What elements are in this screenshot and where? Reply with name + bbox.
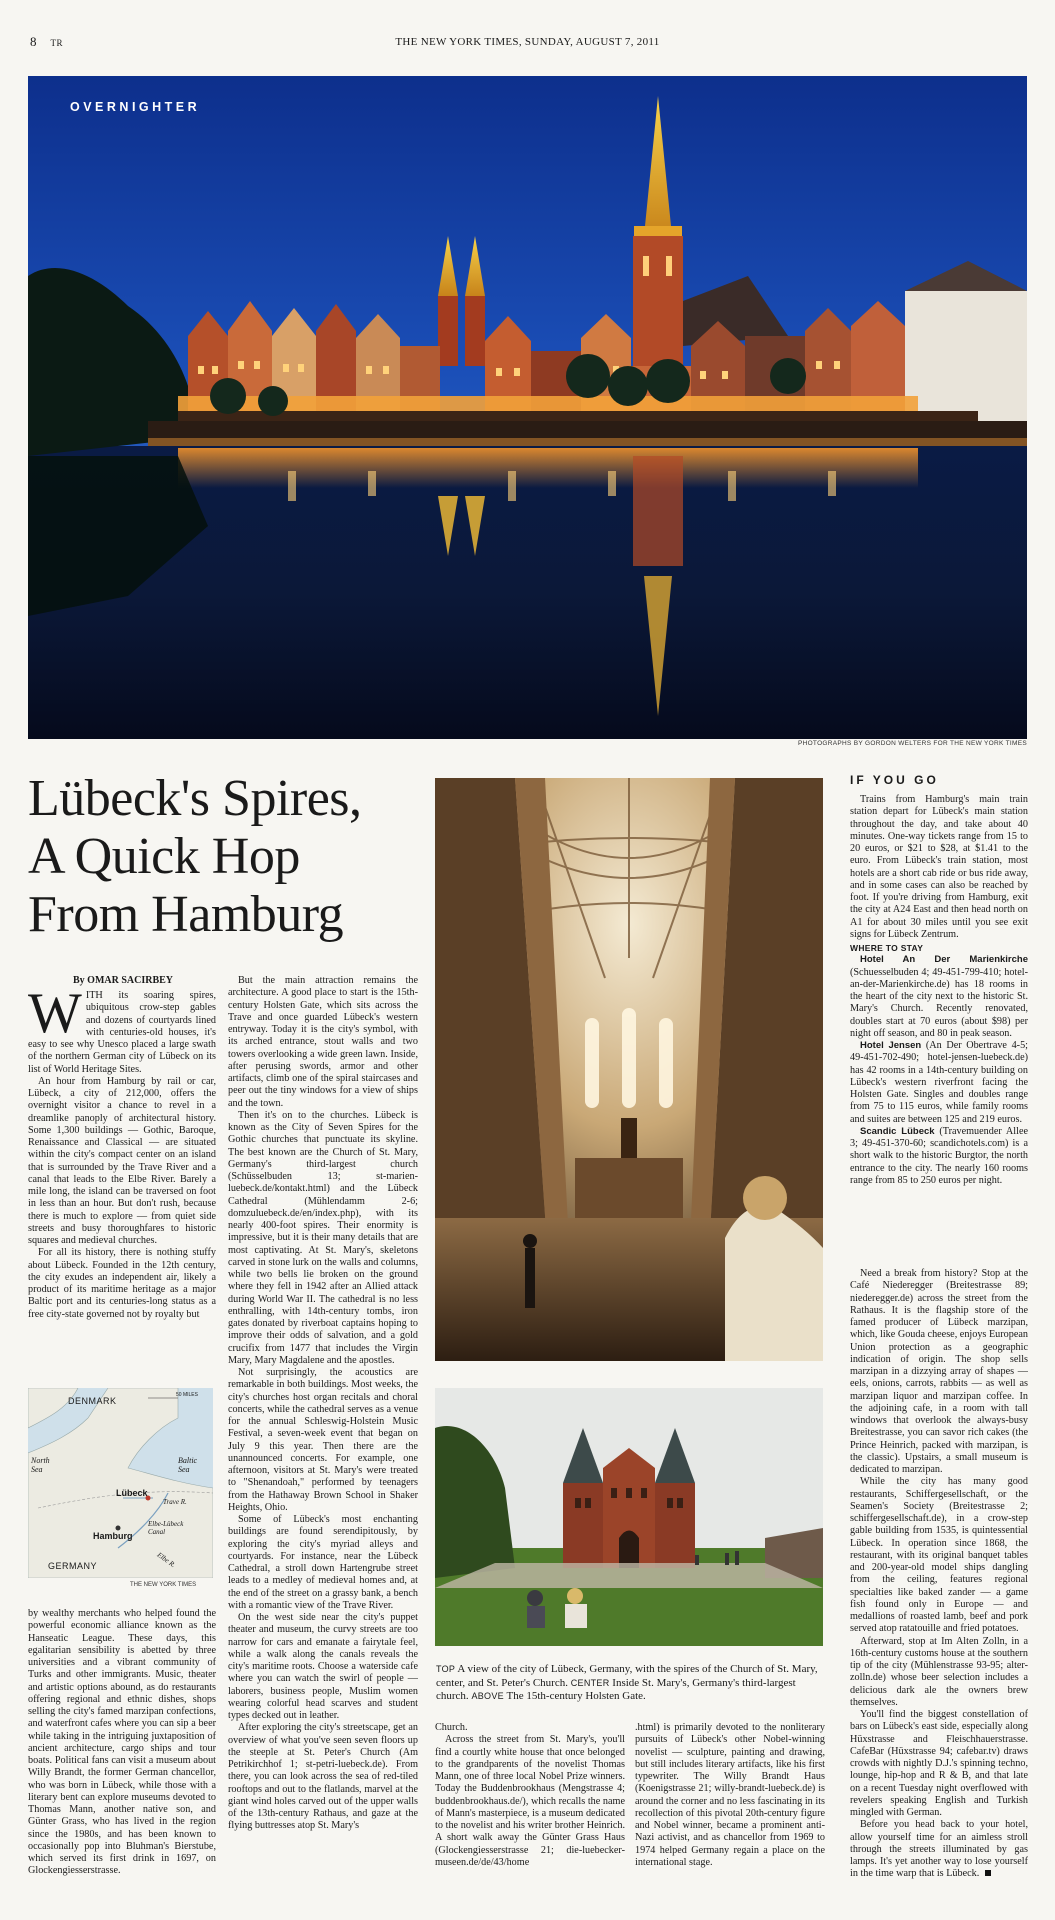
paragraph: Across the street from St. Mary's, you'll find a courtly white house that once belonged to the grandparents of the novelist Thomas Mann, one of three local Nobel Prize winners. Today the Buddenbrookhaus (Mengstrasse 4; buddenbrookhaus.de/), which recalls the name of Mann's masterpiece, is a museum dedicated to the novelist and his writer brother Heinrich. A short walk away the Günter Grass Haus (Glockengiesserstrasse 21; die-luebecker-museen.de/de/43/home [435,1734,625,1868]
lead-paragraph: WITH its soaring spires, ubiquitous crow-step gables and dozens of courtyards lined with centuries-old houses, it's easy to see why Unesco placed a large swath of the northern German city of Lübeck on its list of World Heritage Sites. [28,990,216,1075]
photo-holsten-gate [435,1388,823,1646]
headline-line-1: Lübeck's Spires, [28,770,362,827]
map-credit: THE NEW YORK TIMES [130,1582,197,1588]
headline [28,770,428,944]
map-label-denmark: DENMARK [68,1396,117,1406]
paragraph: For all its history, there is nothing stuffy about Lübeck. Founded in the 12th century, the city exudes an independent air, likely a product of its maritime heritage as a major Baltic port and its centuries-long status as a free city-state governed not by royalty but [28,1247,216,1320]
paragraph: You'll find the biggest constellation of bars on Lübeck's east side, especially along Hüxstrasse and Fleischhauerstrasse. CafeBar (Hüxstrasse 94; cafebar.tv) draws crowds with nightly D.J.'s spinning techno, lounge, hip-hop and R & B, and that late on a recent Tuesday night overflowed with revelers speaking English and Turkish mingled with German. [850,1709,1028,1818]
map-label-lubeck: Lübeck [116,1488,148,1498]
headline-line-2: A Quick Hop [28,828,300,885]
article-column-3 [435,1722,625,1914]
paragraph: After exploring the city's streetscape, get an overview of what you've seen seven floors up the steeple at St. Peter's Church (Am Petrikirchhof 1; st-petri-luebeck.de). From there, you can look across the sea of red-tiled rooftops and out to the flatlands, marvel at the giant wind holes carved out of the upper walls of the 13th-century Rathaus, and gaze at the flying buttresses atop St. Mary's [228,1722,418,1832]
map-label-baltic-sea: Baltic Sea [178,1456,198,1474]
page-number: 8 [30,34,37,49]
map-label-germany: GERMANY [48,1561,98,1571]
hotel-name: Hotel Jensen [860,1040,922,1051]
paragraph: .html) is primarily devoted to the nonliterary pursuits of Lübeck's other Nobel-winning novelist — sculpture, painting and drawing, but still includes literary artifacts, like his first typewriter. The Willy Brandt Haus (Koenigstrasse 21; willy-brandt-luebeck.de) is around the corner and no less fascinating in its recollection of this pivotal 20th-century figure and Nobel winner, became a prominent anti-Nazi activist, and as chancellor from 1969 to 1974 helped Germany regain a place on the international stage. [635,1722,825,1868]
map-label-north-sea: North Sea [31,1456,50,1474]
paragraph: Church. [435,1722,468,1733]
sidebar-heading-where-to-stay: WHERE TO STAY [850,943,924,953]
map-scale: 50 MILES [176,1392,198,1398]
paragraph: While the city has many good restaurants, Schiffergesellschaft, or the Seamen's Society (Breitestrasse 2; schiffergesellschaft.de), in a crow-step gable building from 1535, is quintessential Lübeck. In operation since 1868, the restaurant, with its original banquet tables and 200-year-old model ships dangling from the ceiling, features regional specialties like baked zander — a game fish found only in Europe — and medallions of roasted lamb, beef and pork served atop ratatouille and fried potatoes. [850,1476,1028,1635]
paragraph: An hour from Hamburg by rail or car, Lübeck, a city of 212,000, offers the overnight visitor a chance to revel in a dreamlike panoply of architectural history. Some 1,300 buildings — Gothic, Baroque, Renaissance and Classical — are situated within the city's compact center on an island that is surrounded by the Trave River and a canal that leads to the Elbe River. Barely a mile long, the island can be traversed on foot in less than an hour. But don't rush, because there is much to explore — from quiet side streets and busy thoroughfares to historic squares and medieval churches. [28,1075,216,1246]
photo-caption: TOP A view of the city of Lübeck, Germany, with the spires of the Church of St. Mary, center, and St. Peter's Church. CENTER Inside St. Mary's, Germany's third-largest church. ABOVE The 15th-century Holsten Gate. [436,1663,818,1702]
sidebar-if-you-go [850,794,1028,1234]
article-column-2 [228,975,418,1915]
section-kicker: OVERNIGHTER [70,100,201,114]
caption-tag-top: TOP [436,1664,456,1674]
caption-tag-center: CENTER [570,1677,610,1688]
paragraph: But the main attraction remains the architecture. A good place to start is the 15th-century Holsten Gate, which sits across the Trave and once guarded Lübeck's western entryway. Today it is the city's symbol, with its arched entrance, stout walls and two towers overlooking a wide green lawn. Inside, after perusing swords, armor and other artifacts, climb one of the spiral staircases and peer out the tiny windows for a view of ships and the town. [228,975,418,1109]
hotel-entry: Hotel An Der Marienkirche (Schuesselbuden 4; 49-451-799-410; hotel-an-der-Marienkirche.de) has 18 rooms in the heart of the city next to the historic St. Mary's Church. Recently renovated, doubles start at 70 euros (about $98) per night off season, and 80 in peak season. [850,954,1028,1039]
article-column-4 [635,1722,825,1914]
hotel-entry: Hotel Jensen (An Der Obertrave 4-5; 49-451-702-490; hotel-jensen-luebeck.de) has 42 rooms in a 14th-century building on Lübeck's western riverfront facing the Holsten Gate. Singles and doubles range from 75 to 115 euros, while family rooms and suites are between 125 and 219 euros. [850,1040,1028,1125]
sidebar-title: IF YOU GO [850,773,939,787]
map-label-hamburg: Hamburg [93,1531,133,1541]
article-column-1 [28,990,216,1362]
paragraph: by wealthy merchants who helped found the powerful economic alliance known as the Hanseatic League. These days, this egalitarian sensibility is abetted by three universities and a vibrant community of Turks and other immigrants. Music, theater and artistic options abound, as do restaurants offering regional and ethnic dishes, shops selling the city's famed marzipan confections, and waterfront cafes where you can sip a beer while taking in the intriguing juxtaposition of ancient architecture, cargo ships and tour boats. Political fans can visit a museum about Willy Brandt, the former German chancellor, who was born in Lübeck, while those with a literary bent can explore museums devoted to Thomas Mann, another native son, and Günter Grass, who has lived in the region since the 1980s, and has been known to occasionally pop into Bluhman's Bierstube, which served its first drink in 1697, on Glockengiesserstrasse. [28,1608,216,1877]
hotel-entry: Scandic Lübeck (Travemuender Allee 3; 49-451-370-60; scandichotels.com) is a short walk to the historic Burgtor, the north entrance to the city. The nearly 160 rooms range from 85 to 250 euros per night. [850,1125,1028,1186]
paragraph: On the west side near the city's puppet theater and museum, the curvy streets are too narrow for cars and emanate a fairytale feel, while a walk along the canals reveals the city's maritime roots. Choose a waterside cafe where you can watch the swirl of people — laborers, business people, Muslim women wearing colorful head scarves and student types decked out in leather. [228,1612,418,1721]
paragraph: Before you head back to your hotel, allow yourself time for an aimless stroll through the streets illuminated by gas lamps. It's yet another way to lose yourself in the time warp that is Lübeck. [850,1819,1028,1880]
end-mark-icon [985,1870,991,1876]
paragraph: Afterward, stop at Im Alten Zolln, in a 16th-century customs house at the southern tip of the city (Mühlenstrasse 93-95; alter-zolln.de) whose beer selection includes a delicious dark ale the owners brew themselves. [850,1635,1028,1708]
article-column-1-continued [28,1608,216,1913]
map-label-trave: Trave R. [163,1498,187,1506]
paragraph: Then it's on to the churches. Lübeck is known as the City of Seven Spires for the Gothic churches that punctuate its skyline. The best known are the Church of St. Mary, Germany's third-largest church (Schüsselbuden 13; st-marien-luebeck.de/kontakt.html) and the Lübeck Cathedral (Mühlendamm 2-6; domzuluebeck.de/en/index.php), with its nearly 400-foot spires. Their enormity is impressive, but it is their many details that are most captivating. At St. Mary's, skeletons carved in stone lurk on the walls and columns, while two bells lie broken on the ground where they fell in 1942 after an Allied attack during World War II. The cathedral is no less enthralling, with 14th-century tombs, iron gates donated by riverboat captains hoping to improve their odds of salvation, and a gold crucifix from 1477 that includes the Virgin Mary, Mary Magdalene and the apostles. [228,1109,418,1366]
paragraph: Not surprisingly, the acoustics are remarkable in both buildings. Most weeks, the city's churches host organ recitals and choral concerts, while the cathedral serves as a venue for the annual Schleswig-Holstein Music Festival, a seven-week event that began on July 9 this year. Then there are the unannounced concerts. For example, one afternoon, visitors at St. Mary's were treated to "Shenandoah," performed by teenagers from the Hathaway Brown School in Shaker Heights, Ohio. [228,1367,418,1513]
byline: By OMAR SACIRBEY [73,975,174,986]
caption-tag-above: ABOVE [471,1691,504,1701]
article-column-5 [850,1268,1028,1916]
hotel-name: Scandic Lübeck [860,1125,935,1137]
hero-photo-lubeck-skyline [28,76,1027,739]
paragraph: Some of Lübeck's most enchanting buildings are found serendipitously, by exploring the city's myriad alleys and courtyards. For instance, near the Lübeck Cathedral, a stroll down Hartengrube street leads to a medley of medieval homes and, at the end of the street on a grassy bank, a bench with a romantic view of the Trave River. [228,1514,418,1611]
paragraph: Need a break from history? Stop at the Café Niederegger (Breitestrasse 89; niederegger.de) across the street from the Rathaus. It is the flagship store of the famed producer of Lübeck marzipan, which, like Gouda cheese, enjoys European Union protection as a geographic indication of origin. The shop sells marzipan in a dizzying array of shapes — eels, onions, carrots, rabbits — as well as marzipan liquor and marzipan coffee. In the adjoining cafe, in a room with tall windows that overlook the always-busy Breitestrasse, you can savor rich cakes (the Prince Heinrich, packed with marzipan, is the classic). Upstairs, a small museum is dedicated to marzipan. [850,1268,1028,1475]
masthead: THE NEW YORK TIMES, SUNDAY, AUGUST 7, 2011 [395,36,660,48]
photo-st-marys-interior [435,778,823,1361]
section-code: TR [50,38,64,48]
dropcap: W [28,990,82,1045]
map-label-canal: Elbe-Lübeck Canal [148,1520,184,1536]
hotel-name: Hotel An Der Marienkirche [860,954,1028,966]
headline-line-3: From Hamburg [28,886,344,943]
sidebar-intro: Trains from Hamburg's main train station depart for Lübeck's main station throughout the day, and take about 40 minutes. One-way tickets range from 15 to 20 euros, or $21 to $28, at $1.41 to the euro. From Lübeck's train station, most hotels are a short cab ride or bus ride away, and in some cases can also be reached by foot. If you're driving from Hamburg, exit the city at A24 East and then head north on A1 for about 30 miles until you see exit signs for Lübeck Zentrum. [850,794,1028,940]
map-label-elbe: Elbe R. [155,1550,178,1570]
photo-credit: PHOTOGRAPHS BY GORDON WELTERS FOR THE NEW YORK TIMES [797,740,1027,747]
locator-map [28,1388,213,1578]
